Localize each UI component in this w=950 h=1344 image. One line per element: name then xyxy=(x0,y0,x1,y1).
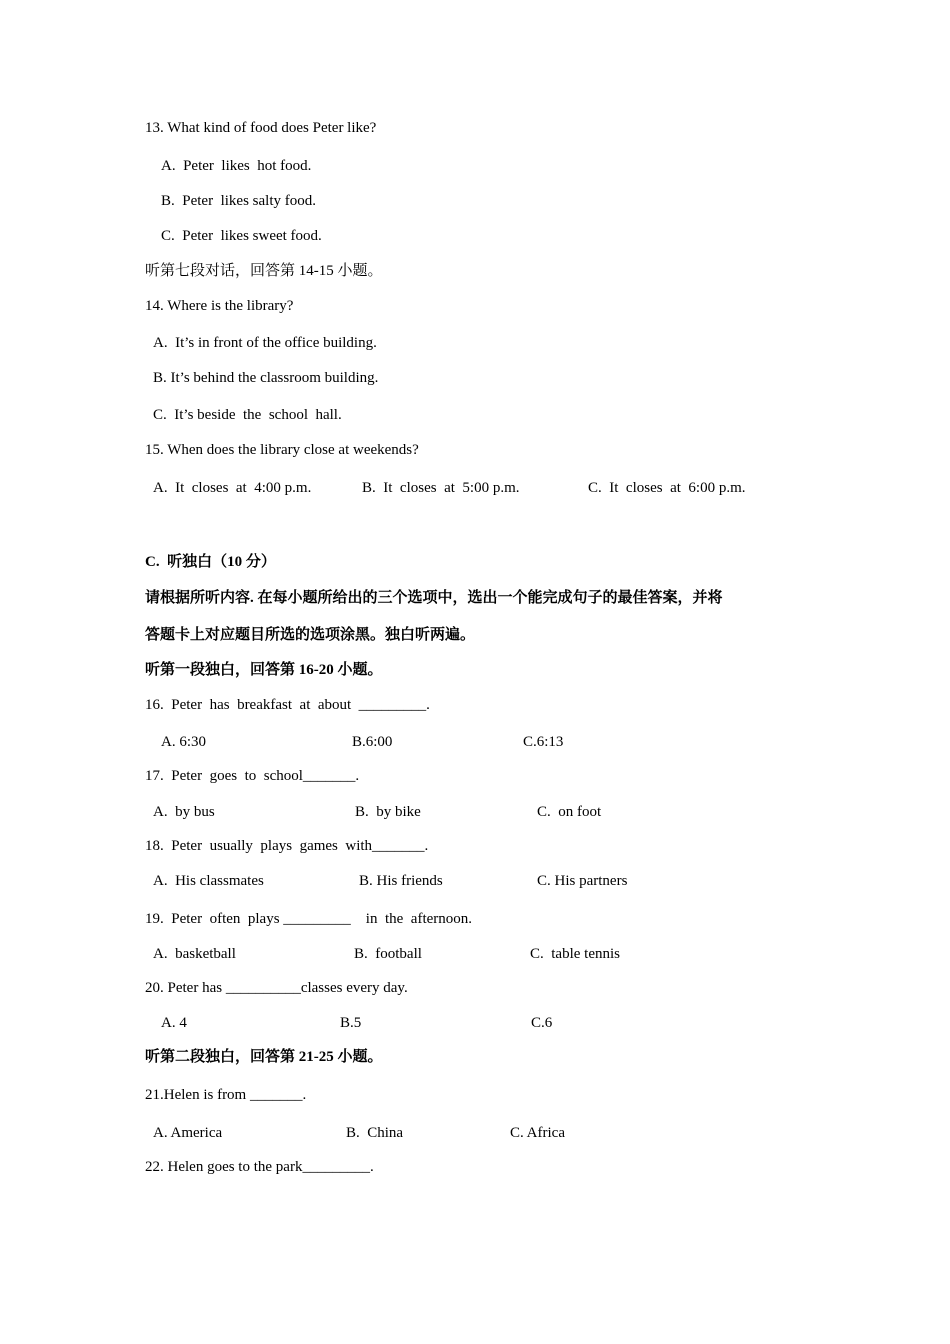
q20-question: 20. Peter has __________classes every day. xyxy=(145,980,408,996)
q16-option-c: C.6:13 xyxy=(523,734,564,750)
q16-option-b: B.6:00 xyxy=(352,734,393,750)
q18-option-c: C. His partners xyxy=(537,873,628,889)
q18-option-b: B. His friends xyxy=(359,873,443,889)
q16-question: 16. Peter has breakfast at about _________. xyxy=(145,697,430,713)
q18-option-a: A. His classmates xyxy=(153,873,264,889)
dialogue7-instruction: 听第七段对话，回答第 14-15 小题。 xyxy=(145,263,383,279)
q19-question: 19. Peter often plays _________ in the afternoon. xyxy=(145,911,473,927)
q17-option-b: B. by bike xyxy=(355,804,421,820)
q16-option-a: A. 6:30 xyxy=(161,734,206,750)
q22-question: 22. Helen goes to the park_________. xyxy=(145,1159,374,1175)
q15-question: 15. When does the library close at weekends? xyxy=(145,442,419,458)
q15-option-c: C. It closes at 6:00 p.m. xyxy=(588,480,746,496)
q13-option-a: A. Peter likes hot food. xyxy=(161,158,312,174)
q19-option-b: B. football xyxy=(354,946,422,962)
q21-option-c: C. Africa xyxy=(510,1125,565,1141)
q17-question: 17. Peter goes to school_______. xyxy=(145,768,360,784)
q21-option-a: A. America xyxy=(153,1125,223,1141)
q19-option-a: A. basketball xyxy=(153,946,236,962)
q13-option-c: C. Peter likes sweet food. xyxy=(161,228,322,244)
q13-option-b: B. Peter likes salty food. xyxy=(161,193,316,209)
q19-option-c: C. table tennis xyxy=(530,946,620,962)
q13-question: 13. What kind of food does Peter like? xyxy=(145,120,377,136)
q18-question: 18. Peter usually plays games with_______. xyxy=(145,838,429,854)
monologue2-instruction: 听第二段独白，回答第 21-25 小题。 xyxy=(145,1049,383,1065)
q17-option-c: C. on foot xyxy=(537,804,602,820)
q15-option-a: A. It closes at 4:00 p.m. xyxy=(153,480,312,496)
section-c-instruction-1: 请根据所听内容. 在每小题所给出的三个选项中，选出一个能完成句子的最佳答案，并将 xyxy=(145,590,723,606)
q14-option-c: C. It’s beside the school hall. xyxy=(153,407,342,423)
monologue1-instruction: 听第一段独白，回答第 16-20 小题。 xyxy=(145,662,383,678)
section-c-instruction-2: 答题卡上对应题目所选的选项涂黑。独白听两遍。 xyxy=(145,627,476,643)
q14-option-a: A. It’s in front of the office building. xyxy=(153,335,377,351)
q20-option-b: B.5 xyxy=(340,1015,362,1031)
q21-option-b: B. China xyxy=(346,1125,404,1141)
section-c-title: C. 听独白（10 分） xyxy=(145,554,276,570)
q14-option-b: B. It’s behind the classroom building. xyxy=(153,370,379,386)
q21-question: 21.Helen is from _______. xyxy=(145,1087,307,1103)
q14-question: 14. Where is the library? xyxy=(145,298,294,314)
q20-option-a: A. 4 xyxy=(161,1015,187,1031)
q17-option-a: A. by bus xyxy=(153,804,215,820)
q15-option-b: B. It closes at 5:00 p.m. xyxy=(362,480,520,496)
q20-option-c: C.6 xyxy=(531,1015,553,1031)
